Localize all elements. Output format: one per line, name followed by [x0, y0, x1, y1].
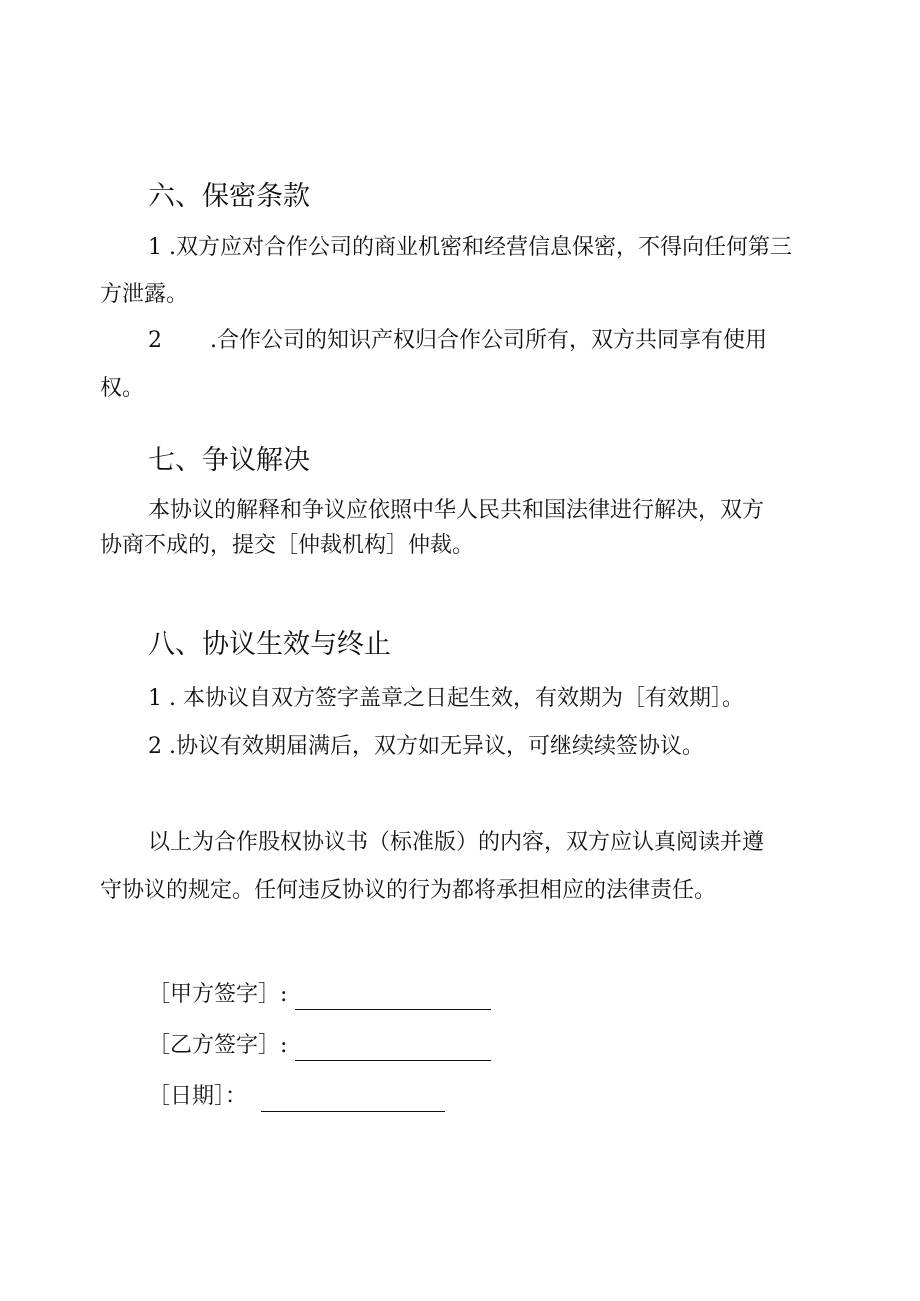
section-8-item-2: 2 .协议有效期届满后，双方如无异议，可继续续签协议。 — [148, 734, 704, 759]
section-8-heading: 八、协议生效与终止 — [148, 629, 391, 660]
closing-line-2: 守协议的规定。任何违反协议的行为都将承担相应的法律责任。 — [100, 878, 717, 903]
section-6-item-2-text: .合作公司的知识产权归合作公司所有，双方共同享有使用 — [210, 328, 767, 353]
section-6-item-2-number: 2 — [148, 328, 162, 353]
party-b-signature-row — [148, 1031, 491, 1061]
party-a-signature-row — [148, 980, 491, 1010]
date-line[interactable] — [261, 1087, 445, 1112]
party-b-signature-line[interactable] — [295, 1036, 491, 1061]
party-b-signature-label: ［乙方签字］: — [148, 1033, 288, 1058]
section-6-item-2-line-2: 权。 — [100, 376, 145, 401]
date-label: ［日期］： — [148, 1084, 248, 1109]
closing-line-1: 以上为合作股权协议书（标准版）的内容，双方应认真阅读并遵 — [148, 830, 765, 855]
section-6-heading: 六、保密条款 — [148, 181, 310, 212]
section-8-item-1: 1 . 本协议自双方签字盖章之日起生效，有效期为［有效期］。 — [148, 686, 744, 711]
section-6-item-1-line-1: 1 .双方应对合作公司的商业机密和经营信息保密，不得向任何第三 — [148, 235, 792, 260]
section-7-para-line-1: 本协议的解释和争议应依照中华人民共和国法律进行解决，双方 — [148, 498, 765, 523]
party-a-signature-line[interactable] — [295, 985, 491, 1010]
section-6-item-2-line-1 — [148, 326, 767, 356]
party-a-signature-label: ［甲方签字］: — [148, 982, 288, 1007]
section-6-item-1-line-2: 方泄露。 — [100, 282, 189, 307]
section-7-heading: 七、争议解决 — [148, 445, 310, 476]
date-row — [148, 1082, 445, 1112]
section-7-para-line-2: 协商不成的，提交［仲裁机构］仲裁。 — [100, 533, 475, 558]
